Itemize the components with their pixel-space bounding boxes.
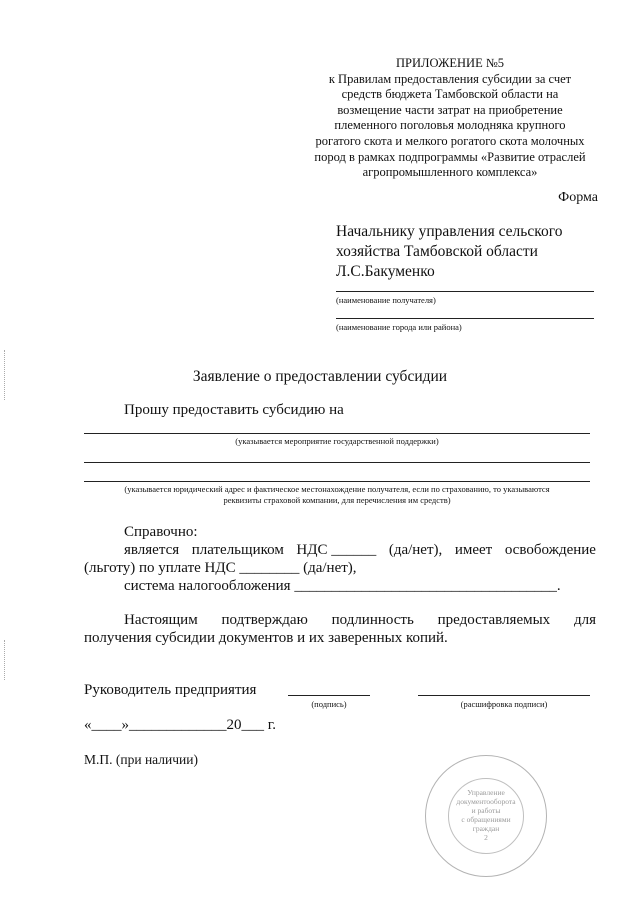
recipient-caption: (наименование получателя) — [336, 295, 436, 305]
vat-payer-field[interactable]: НДС ______ — [296, 542, 377, 558]
date-field[interactable]: «____»_____________20___ г. — [84, 717, 276, 733]
signature-line[interactable] — [288, 695, 370, 696]
vat-word: плательщиком — [191, 542, 284, 558]
seal-text-line: и работы — [471, 806, 501, 815]
recipient-name-line[interactable] — [336, 291, 594, 292]
seal-text — [426, 788, 546, 842]
vat-exemption-field[interactable]: (льготу) по уплате НДС ________ (да/нет), — [84, 560, 357, 576]
document-title: Заявление о предоставлении субсидии — [192, 368, 448, 385]
signature-decode-caption: (расшифровка подписи) — [460, 699, 548, 709]
request-text: Прошу предоставить субсидию на — [124, 402, 344, 418]
address-caption-line: (указывается юридический адрес и фактическое местонахождение получателя, если по страхованию, то указываются — [124, 484, 550, 494]
confirm-word: Настоящим — [124, 612, 198, 628]
appendix-line: средств бюджета Тамбовской области на — [341, 87, 559, 102]
margin-mark — [4, 350, 5, 400]
address-caption-line: реквизиты страховой компании, для перечисления им средств) — [223, 495, 451, 505]
appendix-line: пород в рамках подпрограммы «Развитие отраслей — [314, 149, 586, 164]
signature-decode-line[interactable] — [418, 695, 590, 696]
appendix-line: агропромышленного комплекса» — [362, 165, 538, 180]
appendix-line: к Правилам предоставления субсидии за счет — [328, 71, 572, 86]
address-line-1[interactable] — [84, 462, 590, 463]
appendix-line: ПРИЛОЖЕНИЕ №5 — [395, 56, 505, 70]
appendix-header — [300, 56, 600, 181]
confirm-word: подлинность — [331, 612, 414, 628]
form-label: Форма — [558, 190, 598, 205]
signature-caption: (подпись) — [311, 699, 347, 709]
measure-line[interactable] — [84, 433, 590, 434]
margin-mark — [4, 640, 5, 680]
addressee-line: Начальнику управления сельского — [336, 223, 563, 240]
confirm-word: предоставляемых — [437, 612, 551, 628]
seal-text-line: граждан — [472, 824, 500, 833]
stamp-place-label: М.П. (при наличии) — [84, 752, 198, 767]
city-name-line[interactable] — [336, 318, 594, 319]
seal-text-line: с обращениями — [461, 815, 511, 824]
vat-word: является — [124, 542, 180, 558]
measure-caption: (указывается мероприятие государственной поддержки) — [235, 436, 439, 446]
confirm-line-2: получения субсидии документов и их заверенных копий. — [84, 630, 448, 646]
seal-text-line: Управление — [467, 788, 505, 797]
confirm-line — [124, 612, 596, 629]
head-label: Руководитель предприятия — [84, 682, 257, 698]
confirm-word: для — [573, 612, 596, 628]
reference-heading: Справочно: — [124, 524, 198, 540]
appendix-line: рогатого скота и мелкого рогатого скота молочных — [315, 133, 585, 148]
vat-word: имеет — [454, 542, 493, 558]
tax-system-field[interactable]: система налогообложения ___________________________________. — [124, 578, 561, 594]
addressee-block — [336, 222, 562, 282]
address-line-2[interactable] — [84, 481, 590, 482]
addressee-line: Л.С.Бакуменко — [336, 263, 435, 280]
address-caption — [84, 484, 590, 506]
confirm-word: подтверждаю — [221, 612, 308, 628]
seal-text-line: 2 — [484, 833, 488, 842]
seal-text-line: документооборота — [456, 797, 516, 806]
appendix-line: возмещение части затрат на приобретение — [337, 102, 563, 117]
addressee-line: хозяйства Тамбовской области — [336, 243, 538, 260]
seal-stamp — [425, 755, 547, 877]
vat-line — [124, 542, 596, 559]
appendix-line: племенного поголовья молодняка крупного — [334, 118, 566, 133]
vat-word: освобождение — [504, 542, 596, 558]
vat-word: (да/нет), — [388, 542, 443, 558]
city-caption: (наименование города или района) — [336, 322, 462, 332]
